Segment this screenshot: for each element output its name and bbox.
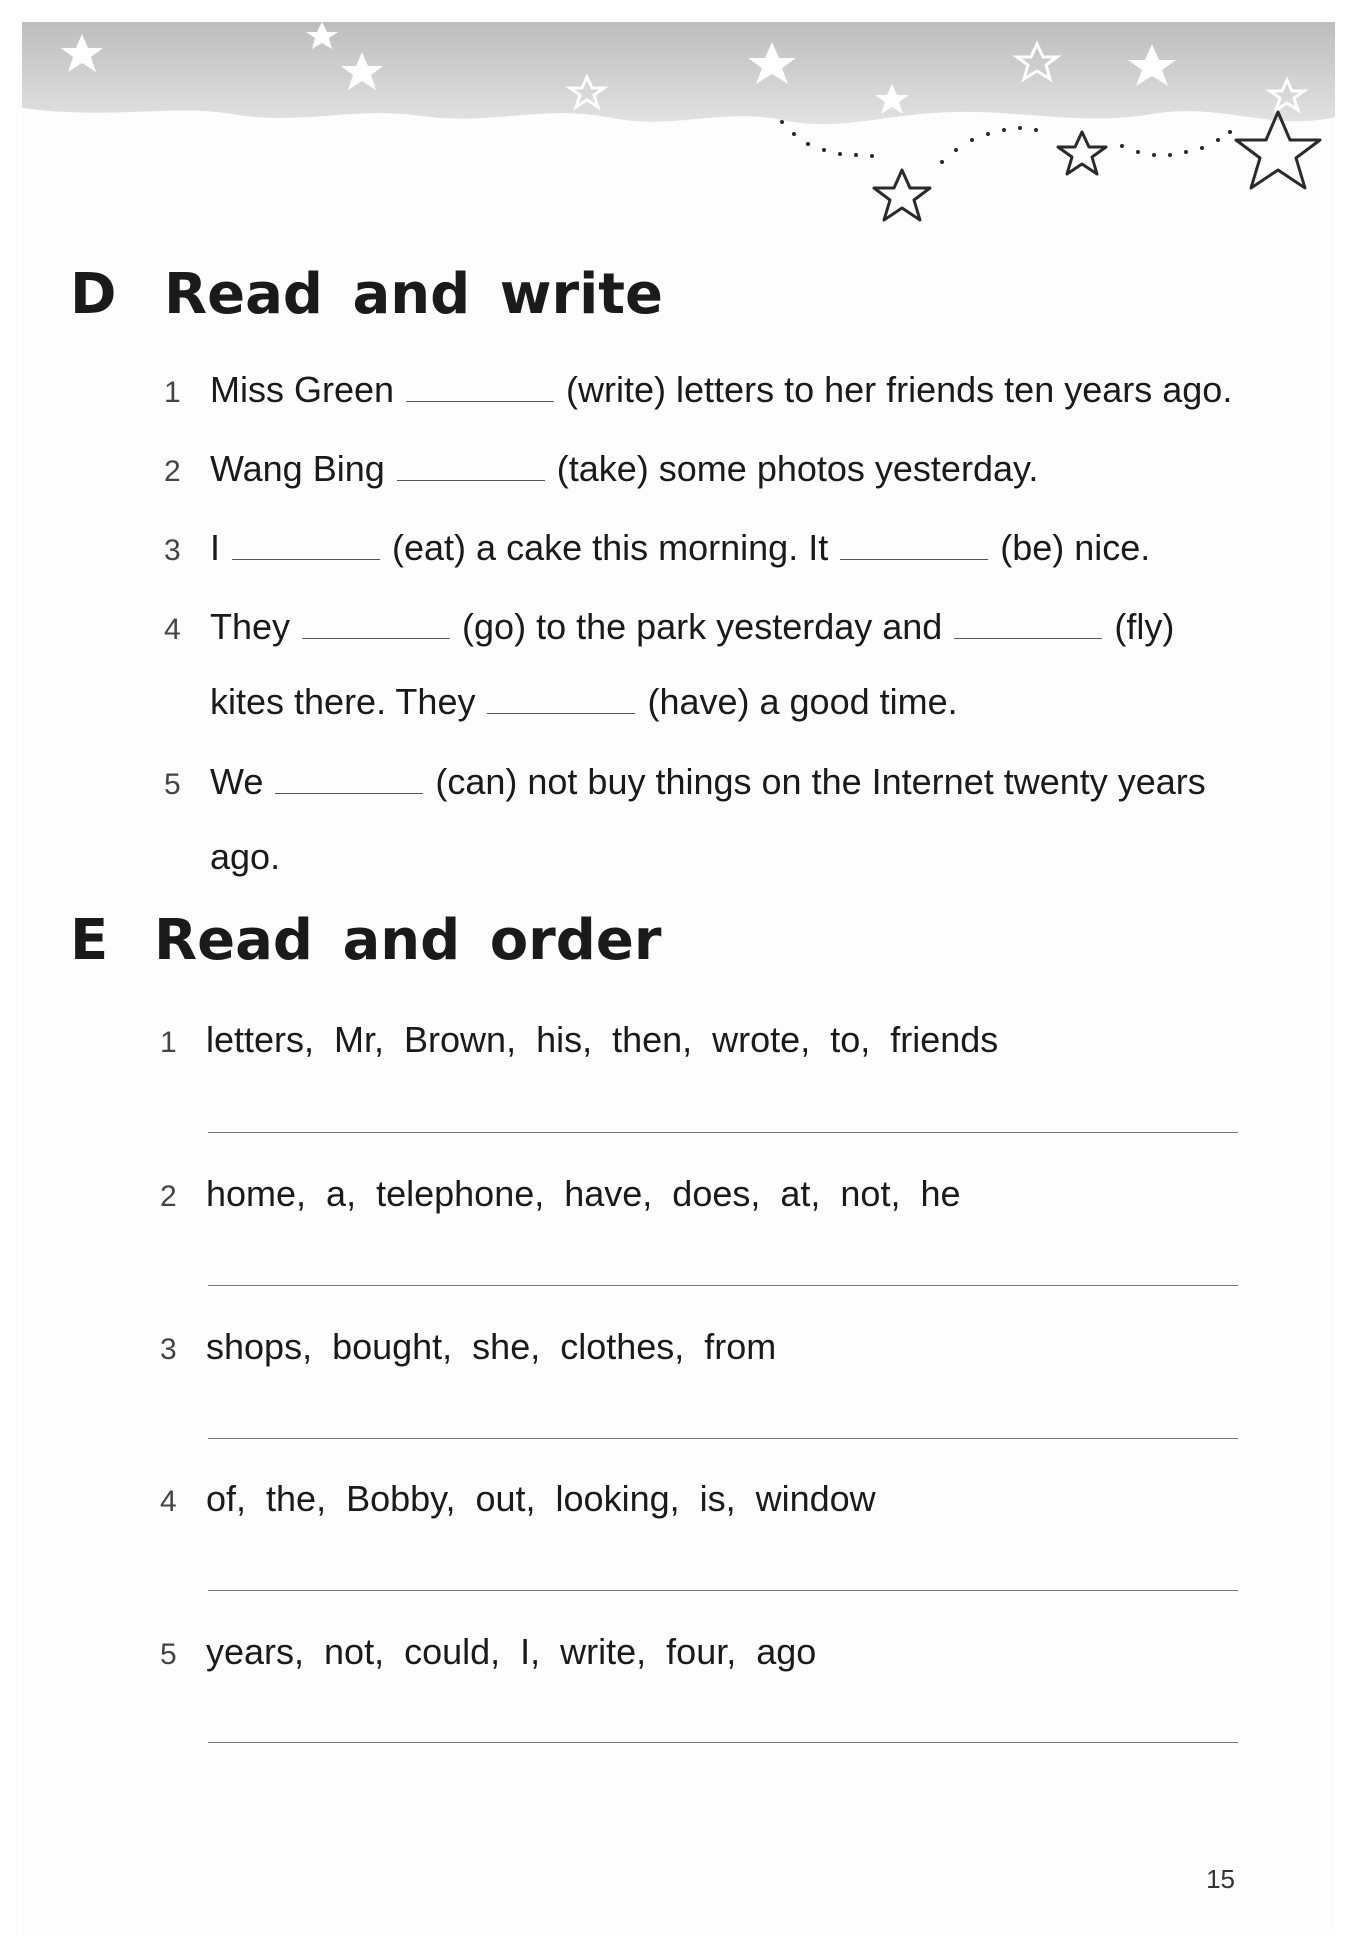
- d-item-5-continued: ago.: [210, 836, 281, 877]
- e-item-number: 1: [160, 1026, 177, 1059]
- section-e-title: Read and order: [154, 908, 662, 973]
- worksheet-page: [22, 22, 1335, 1935]
- answer-blank[interactable]: [840, 531, 988, 560]
- answer-blank[interactable]: [302, 610, 450, 639]
- e-item-number: 3: [160, 1333, 177, 1366]
- answer-blank[interactable]: [232, 531, 380, 560]
- e-item-4: 4 of, the, Bobby, out, looking, is, window: [160, 1479, 876, 1522]
- d-item-1: 1 Miss Green (write) letters to her friends ten years ago.: [164, 370, 1232, 413]
- d-item-number: 3: [164, 534, 181, 567]
- e-answer-line-5[interactable]: [208, 1742, 1238, 1743]
- e-item-number: 2: [160, 1180, 177, 1213]
- star-banner: [22, 22, 1335, 262]
- d-item-number: 4: [164, 613, 181, 646]
- e-item-1: 1 letters, Mr, Brown, his, then, wrote, to, friends: [160, 1020, 998, 1063]
- d-item-2: 2 Wang Bing (take) some photos yesterday.: [164, 449, 1038, 492]
- d-item-5: 5 We (can) not buy things on the Internet twenty years: [164, 762, 1206, 805]
- section-d-letter: D: [70, 262, 117, 327]
- d-item-number: 2: [164, 455, 181, 488]
- answer-blank[interactable]: [397, 452, 545, 481]
- d-item-number: 5: [164, 768, 181, 801]
- e-answer-line-3[interactable]: [208, 1438, 1238, 1439]
- answer-blank[interactable]: [487, 685, 635, 714]
- d-item-4: 4 They (go) to the park yesterday and (fly): [164, 607, 1174, 650]
- e-answer-line-1[interactable]: [208, 1132, 1238, 1133]
- e-answer-line-4[interactable]: [208, 1590, 1238, 1591]
- e-item-2: 2 home, a, telephone, have, does, at, not, he: [160, 1174, 961, 1217]
- page-number: 15: [1206, 1864, 1235, 1894]
- d-item-4-continued: kites there. They (have) a good time.: [210, 681, 958, 722]
- e-item-number: 4: [160, 1485, 177, 1518]
- e-item-5: 5 years, not, could, I, write, four, ago: [160, 1632, 816, 1675]
- section-e-letter: E: [70, 908, 109, 973]
- answer-blank[interactable]: [954, 610, 1102, 639]
- e-item-3: 3 shops, bought, she, clothes, from: [160, 1327, 776, 1370]
- answer-blank[interactable]: [406, 373, 554, 402]
- answer-blank[interactable]: [275, 765, 423, 794]
- e-answer-line-2[interactable]: [208, 1285, 1238, 1286]
- d-item-3: 3 I (eat) a cake this morning. It (be) nice.: [164, 528, 1150, 571]
- d-item-number: 1: [164, 376, 181, 409]
- e-item-number: 5: [160, 1638, 177, 1671]
- section-d-title: Read and write: [164, 262, 664, 327]
